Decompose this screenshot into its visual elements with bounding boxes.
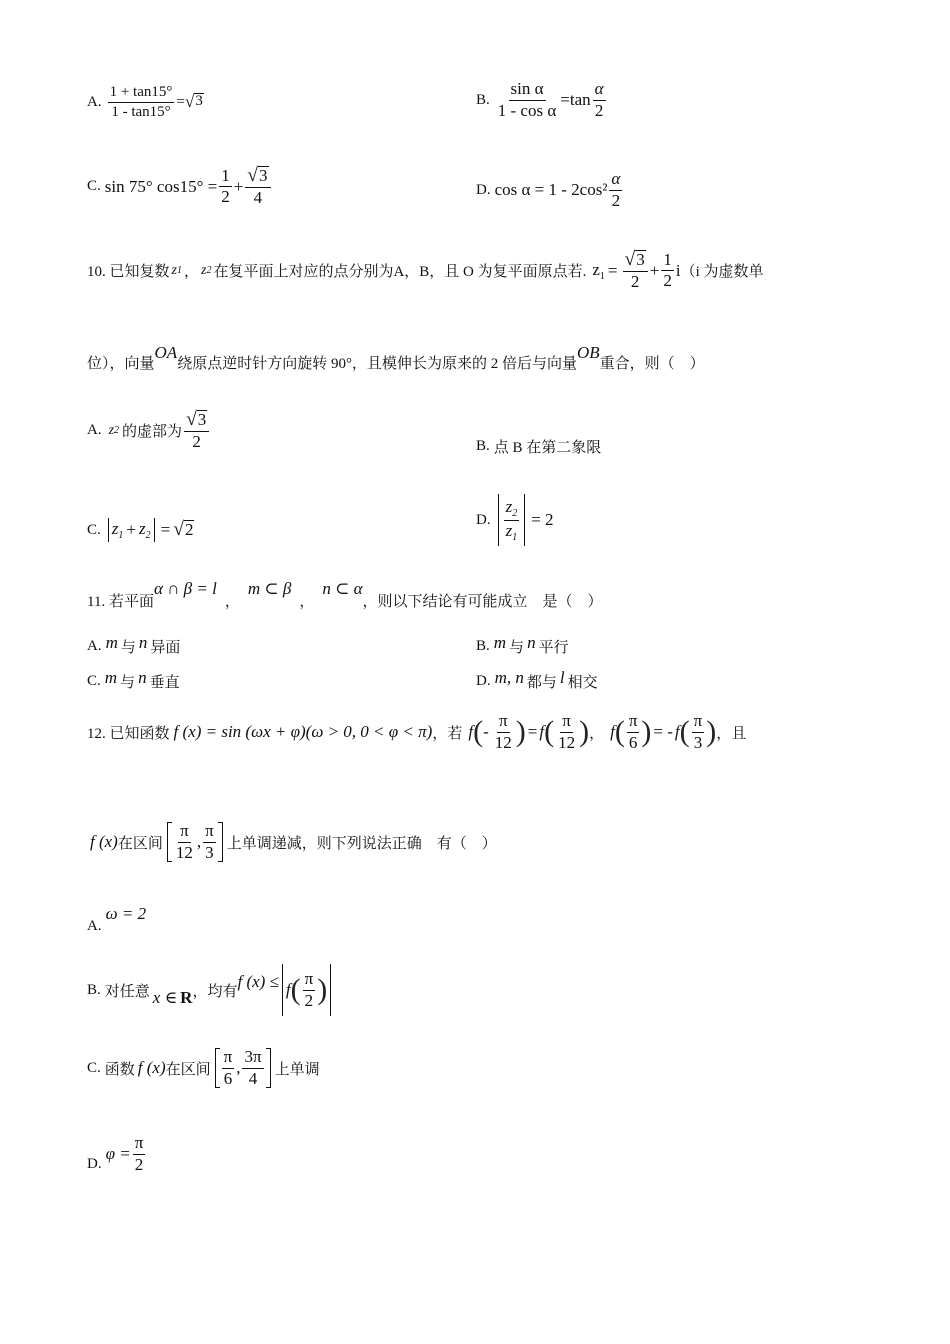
q9-option-a: A. $\frac{1 + \tan 15^\circ}{1 - \tan 15^\circ}$ = √ 3 xyxy=(87,84,203,120)
q10-stem-line1: 10. 已知复数 z 1 ， z 2 在复平面上对应的点分别为A，B，且 O 为复平面原点若. $z_1$ = √ 3 2 + $\frac{1}{2}$ i （i 为虚数单 xyxy=(87,249,764,291)
option-label: C. xyxy=(87,1059,101,1076)
q11-option-b: B. m 与 n 平行 xyxy=(476,632,569,656)
q9-option-b: B. $\frac{\text{sin α}}{\text{1 - cos α}}$ = tan $\frac{\alpha}{2}$ xyxy=(476,79,604,120)
q11-stem: 11. 若平面 α ∩ β = l ， m ⊂ β ， n ⊂ α ，则以下结论有可能成立 是（ ） xyxy=(87,578,603,610)
vector-ob: OB xyxy=(576,342,600,362)
option-label: D. xyxy=(476,511,491,528)
q12-stem-line2: f (x) 在区间 $\frac{\pi}{12}$ , $\frac{\pi}{3}$ 上单调递减，则下列说法正确 有（ ） xyxy=(90,821,497,862)
vector-oa: OA xyxy=(154,342,178,362)
option-label: C. xyxy=(87,178,101,195)
q12-stem-line1: 12. 已知函数 f (x) = sin (ωx + φ)(ω > 0, 0 < φ < π) ，若 f ( - $\frac{\pi}{12}$ ) = f ( $\frac{\pi}{12}$ ) ， f ( $\frac{\pi}{6}$ ) = - f ( $\frac{\pi}{3}$ ) ，且 xyxy=(87,711,747,752)
option-label: C. xyxy=(87,521,101,538)
option-label: D. xyxy=(476,673,491,689)
q11-option-c: C. m 与 n 垂直 xyxy=(87,667,180,691)
q12-option-d: D. φ = $\frac{\pi}{2}$ xyxy=(87,1133,144,1174)
option-label: B. xyxy=(476,638,490,654)
option-label: C. xyxy=(87,673,101,689)
option-label: B. xyxy=(87,981,101,998)
q12-option-b: B. 对任意 x ∈ R ，均有 f (x) ≤ f ( $\frac{\pi}{2}$ ) xyxy=(87,964,334,1016)
q12-option-c: C. 函数 f (x) 在区间 $\frac{\pi}{6}$ , $\frac{3\pi}{4}$ 上单调 xyxy=(87,1047,320,1088)
q10-option-a: A. z 2 的虚部为 √ 3 2 xyxy=(87,410,211,451)
q9-option-d: D. cos α = 1 - 2cos² $\frac{\alpha}{2}$ xyxy=(476,169,621,210)
option-label: A. xyxy=(87,917,102,934)
q10-option-b: B. 点 B 在第二象限 xyxy=(476,438,602,456)
q10-stem-line2: 位），向量 OA 绕原点逆时针方向旋转 90°，且模伸长为原来的 2 倍后与向量 OB 重合，则（ ） xyxy=(87,342,705,372)
q11-option-a: A. m 与 n 异面 xyxy=(87,632,181,656)
q11-option-d: D. m, n 都与 l 相交 xyxy=(476,667,598,691)
option-label: B. xyxy=(476,438,490,454)
option-label: A. xyxy=(87,638,102,654)
q9-option-c: C. sin 75° cos15° = $\frac{1}{2}$ + √ 3 4 xyxy=(87,166,273,207)
option-label: B. xyxy=(476,91,490,108)
option-label: A. xyxy=(87,93,102,110)
option-label: D. xyxy=(87,1155,102,1172)
q10-option-d: D. $\frac{z_2}{z_1}$ = 2 xyxy=(476,494,554,546)
option-label: A. xyxy=(87,422,102,439)
option-label: D. xyxy=(476,181,491,198)
q10-option-c: C. $z_1$ + $z_2$ = √ 2 xyxy=(87,519,194,541)
q12-option-a: A. ω = 2 xyxy=(87,904,147,934)
